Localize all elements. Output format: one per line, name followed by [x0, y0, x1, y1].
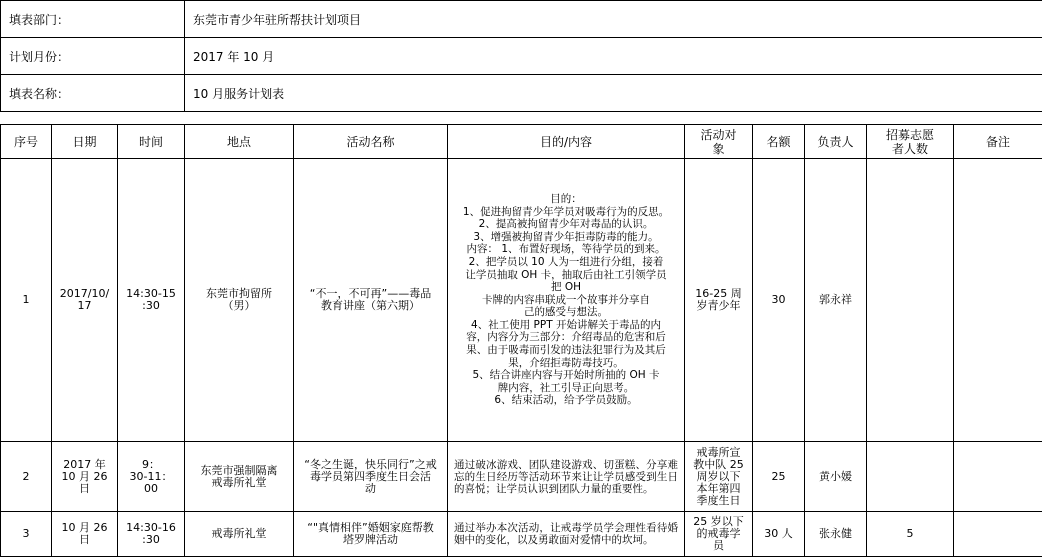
table-row: [1, 159, 1042, 442]
cell-time: 9： 30-11： 00: [118, 442, 185, 512]
cell-volunteers: [867, 442, 954, 512]
month-label: 计划月份：: [1, 38, 185, 75]
department-value: 东莞市青少年驻所帮扶计划项目: [185, 1, 1042, 38]
cell-time: 14:30-16 :30: [118, 512, 185, 557]
service-plan-table: [0, 124, 1042, 557]
cell-date: 10 月 26 日: [52, 512, 118, 557]
column-header-row: [1, 125, 1042, 159]
cell-target: 16-25 周 岁青少年: [685, 159, 753, 442]
cell-activity-name: “冬之生诞，快乐同行”之戒 毒学员第四季度生日会活 动: [294, 442, 448, 512]
cell-place: 东莞市拘留所 （男）: [185, 159, 294, 442]
col-header-time: 时间: [118, 125, 185, 159]
cell-place: 东莞市强制隔离 戒毒所礼堂: [185, 442, 294, 512]
cell-purpose: 通过破冰游戏、团队建设游戏、切蛋糕、分享难忘的生日经历等活动环节来让让学员感受到生日的喜悦；让学员认识到团队力量的重要性。: [448, 442, 685, 512]
col-header-place: 地点: [185, 125, 294, 159]
col-header-activity-name: 活动名称: [294, 125, 448, 159]
cell-quota: 30: [753, 159, 805, 442]
col-header-volunteers: 招募志愿 者人数: [867, 125, 954, 159]
cell-target: 25 岁以下 的戒毒学 员: [685, 512, 753, 557]
cell-purpose: 通过举办本次活动，让戒毒学员学会理性看待婚姻中的变化，以及勇敢面对爱情中的坎坷。: [448, 512, 685, 557]
header-table: [0, 0, 1042, 112]
col-header-target: 活动对 象: [685, 125, 753, 159]
col-header-date: 日期: [52, 125, 118, 159]
cell-target: 戒毒所宣 教中队 25 周岁以下 本年第四 季度生日: [685, 442, 753, 512]
cell-volunteers: [867, 159, 954, 442]
form-value: 10 月服务计划表: [185, 75, 1042, 112]
table-row: [1, 512, 1042, 557]
cell-remark: [954, 512, 1042, 557]
cell-date: 2017/10/ 17: [52, 159, 118, 442]
header-row-department: [1, 1, 1042, 38]
cell-quota: 30 人: [753, 512, 805, 557]
table-row: [1, 442, 1042, 512]
cell-no: 2: [1, 442, 52, 512]
month-value: 2017 年 10 月: [185, 38, 1042, 75]
cell-volunteers: 5: [867, 512, 954, 557]
department-label: 填表部门：: [1, 1, 185, 38]
cell-no: 3: [1, 512, 52, 557]
col-header-remark: 备注: [954, 125, 1042, 159]
cell-place: 戒毒所礼堂: [185, 512, 294, 557]
header-row-form: [1, 75, 1042, 112]
cell-leader: 郭永祥: [805, 159, 867, 442]
cell-leader: 黄小媛: [805, 442, 867, 512]
cell-purpose: 目的： 1、促进拘留青少年学员对吸毒行为的反思。 2、提高被拘留青少年对毒品的认识。 3、增强被拘留青少年拒毒防毒的能力。 内容： 1、布置好现场，等待学员的到来。 2、把学员以 10 人为一组进行分组，接着 让学员抽取 OH 卡，抽取后由社工引领学员 把 OH 卡牌的内容串联成一个故事并分享自 己的感受与想法。 4、社工使用 PPT 开始讲解关于毒品的内 容，内容分为三部分：介绍毒品的危害和后 果、由于吸毒而引发的违法犯罪行为及其后 果，介绍拒毒防毒技巧。 5、结合讲座内容与开始时所抽的 OH 卡 牌内容，社工引导正向思考。 6、结束活动，给予学员鼓励。: [448, 159, 685, 442]
cell-no: 1: [1, 159, 52, 442]
cell-activity-name: “不一，不可再”——毒品 教育讲座（第六期）: [294, 159, 448, 442]
header-row-month: [1, 38, 1042, 75]
cell-remark: [954, 159, 1042, 442]
cell-activity-name: “"真情相伴”婚姻家庭帮教 塔罗牌活动: [294, 512, 448, 557]
cell-remark: [954, 442, 1042, 512]
form-label: 填表名称：: [1, 75, 185, 112]
cell-time: 14:30-15 :30: [118, 159, 185, 442]
cell-quota: 25: [753, 442, 805, 512]
cell-date: 2017 年 10 月 26 日: [52, 442, 118, 512]
col-header-quota: 名额: [753, 125, 805, 159]
col-header-no: 序号: [1, 125, 52, 159]
col-header-purpose: 目的/内容: [448, 125, 685, 159]
col-header-leader: 负责人: [805, 125, 867, 159]
cell-leader: 张永健: [805, 512, 867, 557]
